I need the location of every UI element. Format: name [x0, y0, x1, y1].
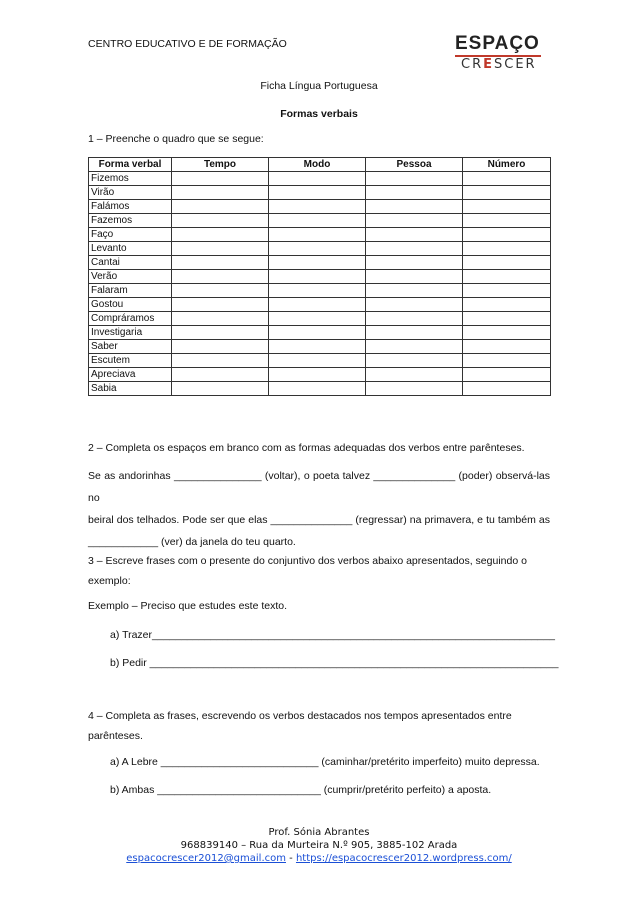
- answer-cell[interactable]: [463, 382, 551, 396]
- answer-cell[interactable]: [463, 186, 551, 200]
- footer-email-link[interactable]: espacocrescer2012@gmail.com: [126, 853, 286, 864]
- answer-cell[interactable]: [269, 200, 366, 214]
- answer-cell[interactable]: [366, 326, 463, 340]
- answer-cell[interactable]: [366, 340, 463, 354]
- answer-cell[interactable]: [463, 312, 551, 326]
- exercise2-line: Se as andorinhas _______________ (voltar), o poeta talvez ______________ (poder) observá-las no: [88, 470, 550, 504]
- answer-cell[interactable]: [172, 228, 269, 242]
- answer-cell[interactable]: [463, 214, 551, 228]
- verb-form-cell: Compráramos: [89, 312, 172, 326]
- table-row: [89, 312, 551, 326]
- answer-cell[interactable]: [172, 326, 269, 340]
- logo-bottom-text: [461, 57, 537, 72]
- footer-separator: -: [286, 853, 296, 864]
- answer-cell[interactable]: [366, 214, 463, 228]
- espaco-crescer-logo: [455, 34, 547, 72]
- answer-cell[interactable]: [366, 256, 463, 270]
- logo-top-text: ESPAÇO: [455, 33, 540, 54]
- table-row: [89, 354, 551, 368]
- answer-cell[interactable]: [269, 312, 366, 326]
- verb-form-cell: Verão: [89, 270, 172, 284]
- exercise1-instruction: 1 – Preenche o quadro que se segue:: [88, 133, 264, 145]
- exercise3-item-a: a) Trazer_____________________________________________________________________: [110, 629, 555, 641]
- exercise3-example: Exemplo – Preciso que estudes este texto.: [88, 600, 288, 612]
- exercise4-instruction-line: parênteses.: [88, 730, 143, 742]
- answer-cell[interactable]: [463, 256, 551, 270]
- table-row: [89, 172, 551, 186]
- answer-cell[interactable]: [366, 186, 463, 200]
- exercise2-paragraph: [88, 465, 550, 553]
- answer-cell[interactable]: [269, 214, 366, 228]
- answer-cell[interactable]: [463, 242, 551, 256]
- answer-cell[interactable]: [366, 228, 463, 242]
- answer-cell[interactable]: [269, 186, 366, 200]
- logo-bottom-part-2: E: [483, 57, 495, 72]
- column-header: Pessoa: [366, 158, 463, 172]
- table-row: [89, 242, 551, 256]
- verb-form-cell: Cantai: [89, 256, 172, 270]
- table-row: [89, 228, 551, 242]
- table-row: [89, 340, 551, 354]
- table-row: [89, 186, 551, 200]
- answer-cell[interactable]: [366, 284, 463, 298]
- answer-cell[interactable]: [172, 172, 269, 186]
- worksheet-topic: Formas verbais: [280, 108, 358, 120]
- answer-cell[interactable]: [463, 284, 551, 298]
- footer-address: 968839140 – Rua da Murteira N.º 905, 3885-102 Arada: [180, 840, 458, 851]
- table-row: [89, 326, 551, 340]
- table-row: [89, 368, 551, 382]
- verb-form-cell: Sabia: [89, 382, 172, 396]
- verb-form-cell: Escutem: [89, 354, 172, 368]
- exercise4-instruction: [88, 708, 550, 745]
- answer-cell[interactable]: [366, 312, 463, 326]
- answer-cell[interactable]: [269, 326, 366, 340]
- logo-bottom-part-3: SCER: [494, 57, 537, 72]
- footer-website-link[interactable]: https://espacocrescer2012.wordpress.com/: [295, 853, 512, 864]
- answer-cell[interactable]: [269, 368, 366, 382]
- verb-form-cell: Falámos: [89, 200, 172, 214]
- answer-cell[interactable]: [172, 186, 269, 200]
- verb-form-cell: Faço: [89, 228, 172, 242]
- answer-cell[interactable]: [366, 200, 463, 214]
- answer-cell[interactable]: [269, 172, 366, 186]
- exercise4-instruction-line: 4 – Completa as frases, escrevendo os verbos destacados nos tempos apresentados entre: [88, 710, 512, 722]
- answer-cell[interactable]: [366, 298, 463, 312]
- table-row: [89, 200, 551, 214]
- answer-cell[interactable]: [269, 228, 366, 242]
- table-header-row: [89, 158, 551, 172]
- answer-cell[interactable]: [463, 172, 551, 186]
- footer: [0, 826, 638, 865]
- answer-cell[interactable]: [366, 368, 463, 382]
- answer-cell[interactable]: [463, 368, 551, 382]
- table-row: [89, 270, 551, 284]
- answer-cell[interactable]: [172, 312, 269, 326]
- exercise3-instruction-line: 3 – Escreve frases com o presente do conjuntivo dos verbos abaixo apresentados, seguindo o: [88, 555, 527, 567]
- answer-cell[interactable]: [366, 172, 463, 186]
- column-header: Tempo: [172, 158, 269, 172]
- answer-cell[interactable]: [463, 200, 551, 214]
- footer-contacts: [0, 852, 638, 865]
- verb-form-cell: Gostou: [89, 298, 172, 312]
- answer-cell[interactable]: [172, 270, 269, 284]
- logo-bottom-part-1: CR: [461, 57, 484, 72]
- answer-cell[interactable]: [269, 256, 366, 270]
- exercise2-instruction: 2 – Completa os espaços em branco com as formas adequadas dos verbos entre parênteses.: [88, 442, 525, 454]
- answer-cell[interactable]: [172, 200, 269, 214]
- answer-cell[interactable]: [269, 354, 366, 368]
- answer-cell[interactable]: [172, 298, 269, 312]
- worksheet-subject: Ficha Língua Portuguesa: [260, 80, 378, 92]
- answer-cell[interactable]: [463, 298, 551, 312]
- answer-cell[interactable]: [172, 256, 269, 270]
- answer-cell[interactable]: [172, 242, 269, 256]
- exercise2-line: ____________ (ver) da janela do teu quarto.: [88, 536, 296, 548]
- footer-author: Prof. Sónia Abrantes: [268, 827, 370, 838]
- answer-cell[interactable]: [269, 340, 366, 354]
- institution-name: CENTRO EDUCATIVO E DE FORMAÇÃO: [88, 38, 287, 50]
- exercise3-item-b: b) Pedir ______________________________________________________________________: [110, 657, 559, 669]
- answer-cell[interactable]: [463, 228, 551, 242]
- answer-cell[interactable]: [366, 242, 463, 256]
- table-row: [89, 382, 551, 396]
- answer-cell[interactable]: [172, 214, 269, 228]
- table-row: [89, 214, 551, 228]
- verb-analysis-table: [88, 157, 551, 396]
- answer-cell[interactable]: [366, 382, 463, 396]
- answer-cell[interactable]: [366, 354, 463, 368]
- answer-cell[interactable]: [269, 284, 366, 298]
- table-row: [89, 256, 551, 270]
- table-row: [89, 298, 551, 312]
- answer-cell[interactable]: [172, 368, 269, 382]
- answer-cell[interactable]: [269, 298, 366, 312]
- answer-cell[interactable]: [463, 354, 551, 368]
- table-row: [89, 284, 551, 298]
- verb-form-cell: Fizemos: [89, 172, 172, 186]
- column-header: Modo: [269, 158, 366, 172]
- exercise2-line: beiral dos telhados. Pode ser que elas ______________ (regressar) na primavera, e tu também as: [88, 514, 550, 526]
- answer-cell[interactable]: [463, 340, 551, 354]
- answer-cell[interactable]: [172, 354, 269, 368]
- column-header: Número: [463, 158, 551, 172]
- answer-cell[interactable]: [269, 270, 366, 284]
- answer-cell[interactable]: [269, 382, 366, 396]
- answer-cell[interactable]: [172, 382, 269, 396]
- answer-cell[interactable]: [269, 242, 366, 256]
- verb-form-cell: Saber: [89, 340, 172, 354]
- verb-form-cell: Falaram: [89, 284, 172, 298]
- answer-cell[interactable]: [463, 326, 551, 340]
- verb-form-cell: Levanto: [89, 242, 172, 256]
- answer-cell[interactable]: [463, 270, 551, 284]
- verb-form-cell: Apreciava: [89, 368, 172, 382]
- exercise4-item-b: b) Ambas ____________________________ (cumprir/pretérito perfeito) a aposta.: [110, 784, 492, 796]
- verb-form-cell: Fazemos: [89, 214, 172, 228]
- answer-cell[interactable]: [366, 270, 463, 284]
- exercise3-instruction: [88, 553, 550, 590]
- verb-form-cell: Investigaria: [89, 326, 172, 340]
- verb-form-cell: Virão: [89, 186, 172, 200]
- exercise3-instruction-line: exemplo:: [88, 575, 131, 587]
- answer-cell[interactable]: [172, 340, 269, 354]
- answer-cell[interactable]: [172, 284, 269, 298]
- column-header: Forma verbal: [89, 158, 172, 172]
- exercise4-item-a: a) A Lebre ___________________________ (caminhar/pretérito imperfeito) muito depressa.: [110, 756, 540, 768]
